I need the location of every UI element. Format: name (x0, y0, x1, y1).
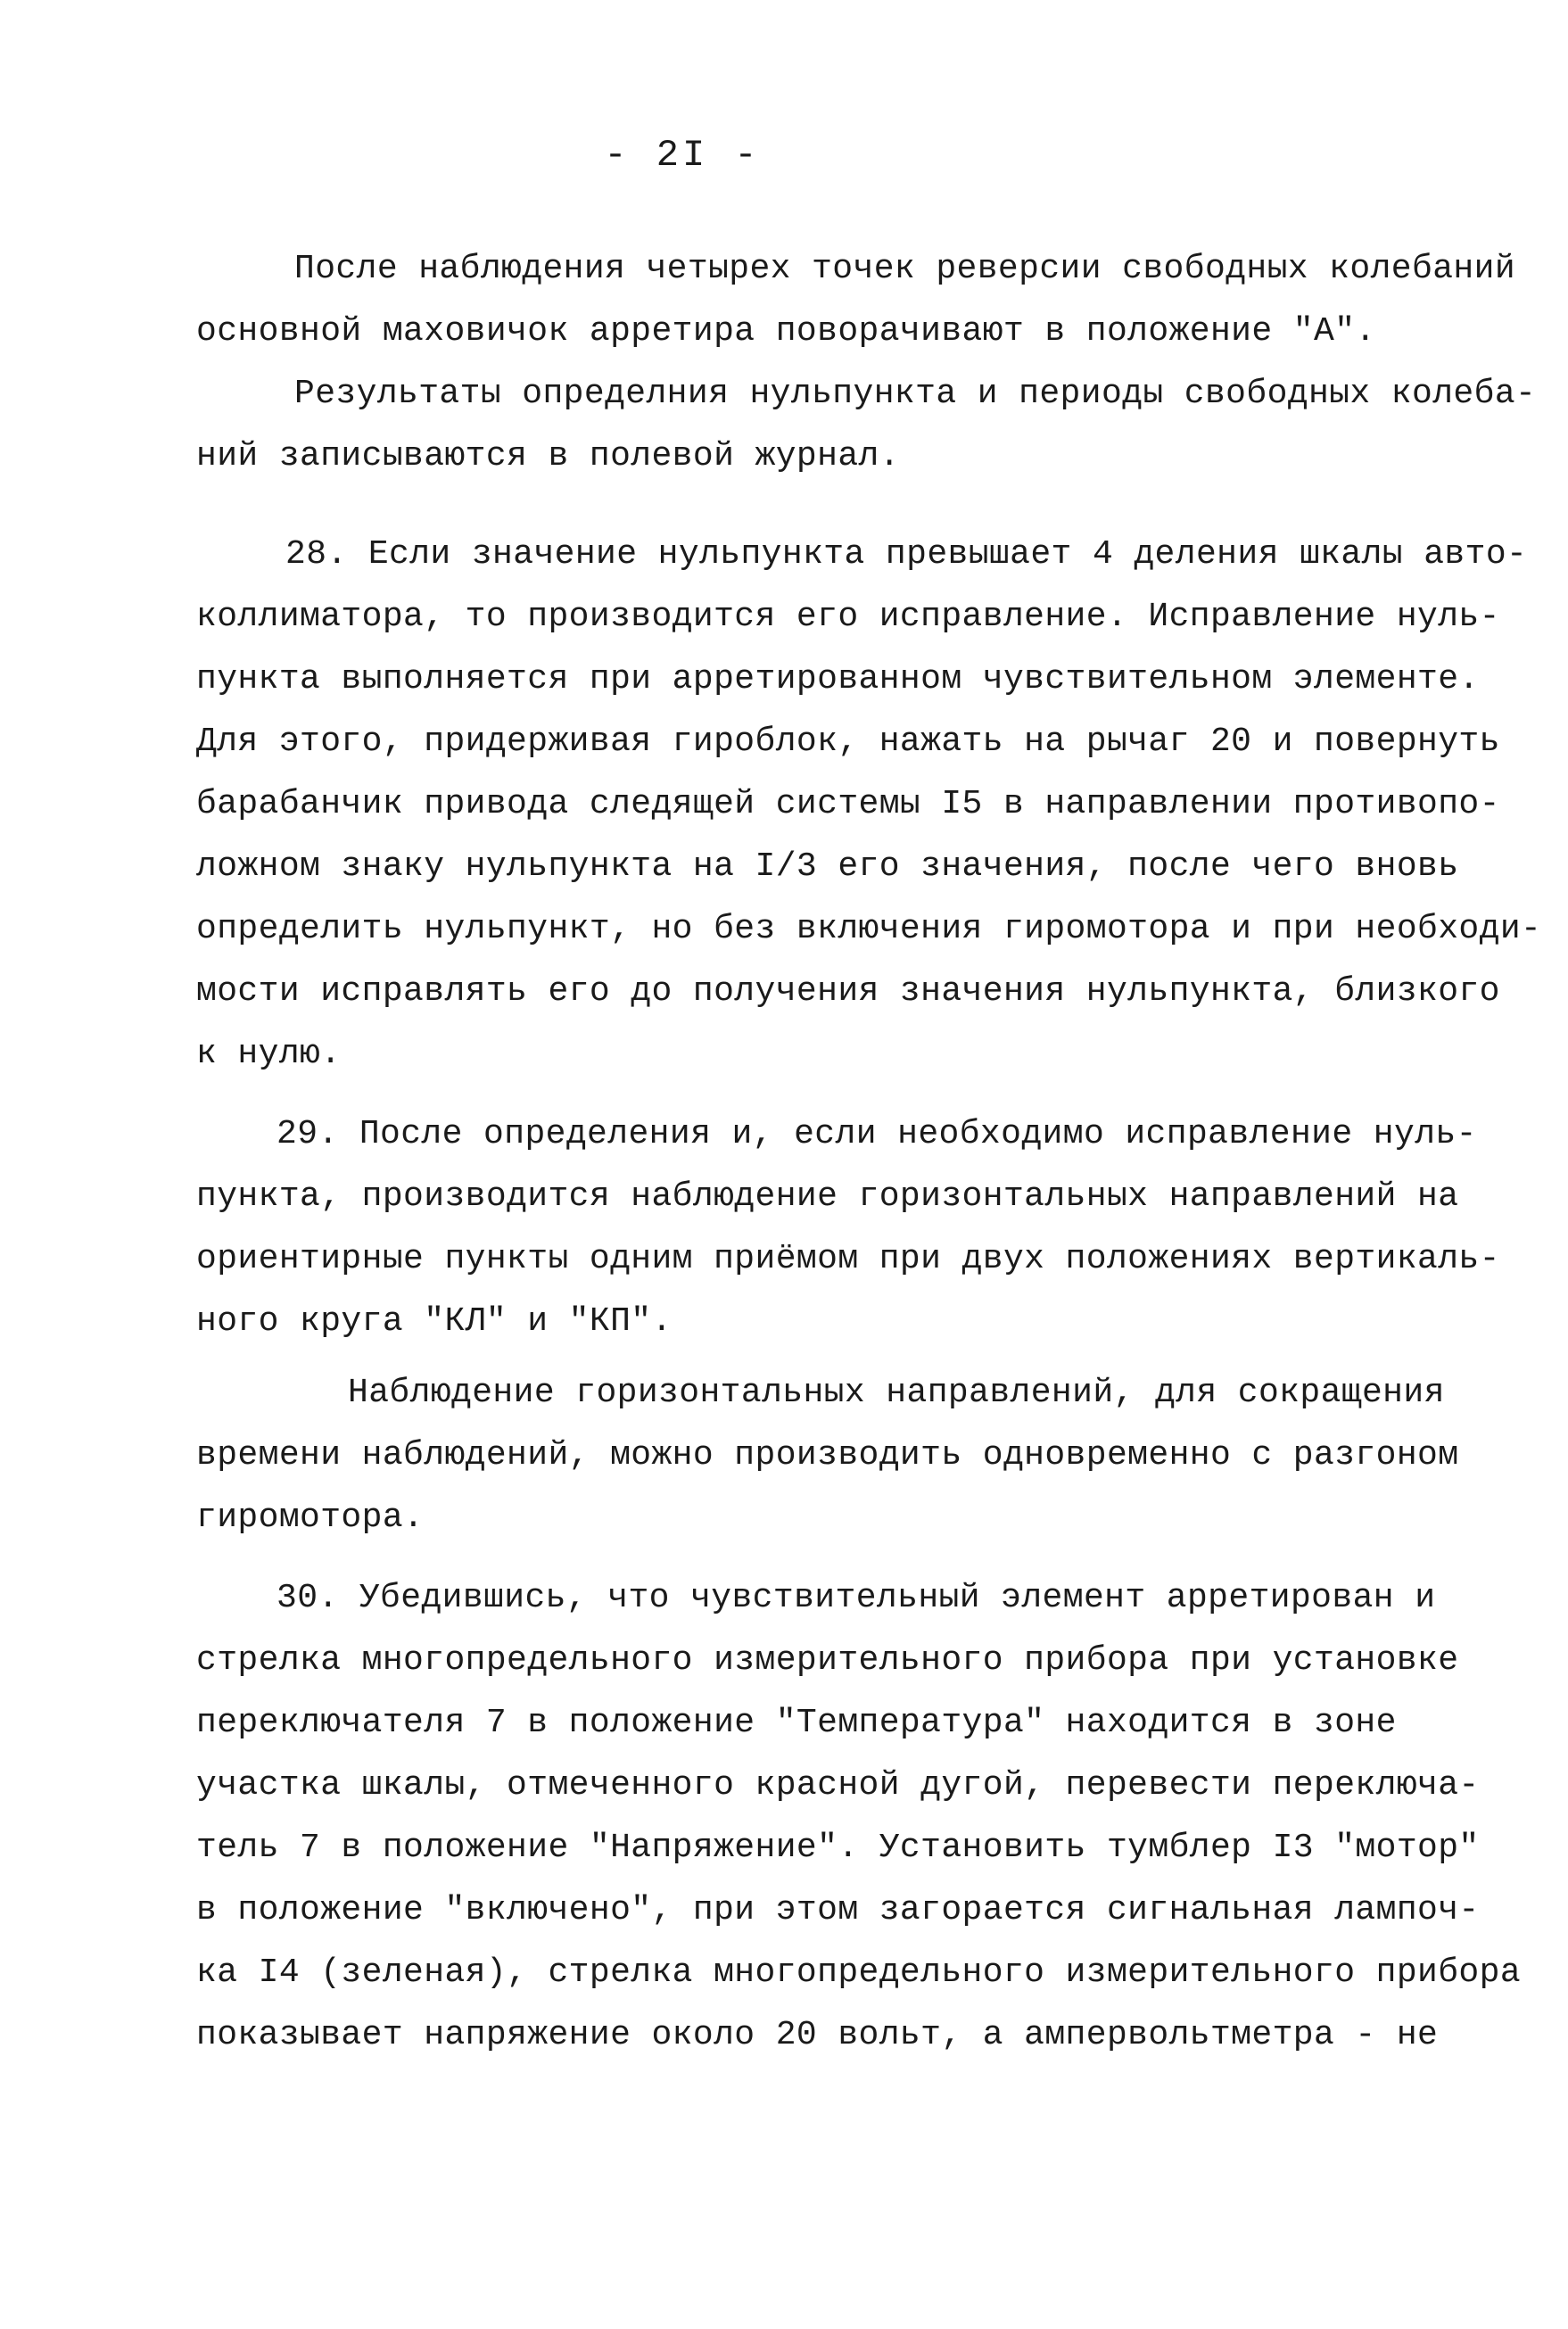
text-line: 30. Убедившись, что чувствительный элемент арретирован и (276, 1579, 1436, 1617)
text-line: ного круга "КЛ" и "КП". (196, 1302, 673, 1341)
text-line: пункта выполняется при арретированном чувствительном элементе. (196, 660, 1480, 698)
text-line: времени наблюдений, можно производить одновременно с разгоном (196, 1436, 1459, 1474)
text-line: определить нульпункт, но без включения гиромотора и при необходи- (196, 910, 1542, 948)
text-line: к нулю. (196, 1035, 342, 1073)
text-line: пункта, производится наблюдение горизонтальных направлений на (196, 1177, 1459, 1216)
text-line: показывает напряжение около 20 вольт, а ампервольтметра - не (196, 2016, 1439, 2054)
text-line: в положение "включено", при этом загорается сигнальная лампоч- (196, 1891, 1480, 1929)
text-line: 29. После определения и, если необходимо исправление нуль- (276, 1115, 1477, 1153)
text-line: стрелка многопредельного измерительного прибора при установке (196, 1641, 1459, 1680)
text-line: барабанчик привода следящей системы I5 в направлении противопо- (196, 785, 1500, 823)
text-line: 28. Если значение нульпункта превышает 4 деления шкалы авто- (285, 535, 1528, 574)
text-line: ка I4 (зеленая), стрелка многопредельного измерительного прибора (196, 1953, 1522, 1992)
text-line: коллиматора, то производится его исправление. Исправление нуль- (196, 598, 1500, 636)
text-line: После наблюдения четырех точек реверсии свободных колебаний (294, 250, 1516, 288)
text-line: ложном знаку нульпункта на I/3 его значения, после чего вновь (196, 847, 1459, 886)
text-line: мости исправлять его до получения значения нульпункта, близкого (196, 972, 1500, 1011)
text-line: Наблюдение горизонтальных направлений, для сокращения (348, 1374, 1445, 1412)
text-line: Для этого, придерживая гироблок, нажать на рычаг 20 и повернуть (196, 723, 1500, 761)
text-line: ориентирные пункты одним приёмом при двух положениях вертикаль- (196, 1240, 1500, 1278)
text-line: гиромотора. (196, 1499, 425, 1537)
text-line: Результаты определния нульпункта и периоды свободных колеба- (294, 375, 1537, 413)
text-line: переключателя 7 в положение "Температура" находится в зоне (196, 1704, 1397, 1742)
text-line: ний записываются в полевой журнал. (196, 437, 900, 475)
text-line: основной маховичок арретира поворачивают в положение "А". (196, 312, 1376, 351)
page-number: - 2I - (604, 134, 761, 177)
text-line: участка шкалы, отмеченного красной дугой, перевести переключа- (196, 1766, 1480, 1805)
text-line: тель 7 в положение "Напряжение". Установить тумблер I3 "мотор" (196, 1829, 1480, 1867)
